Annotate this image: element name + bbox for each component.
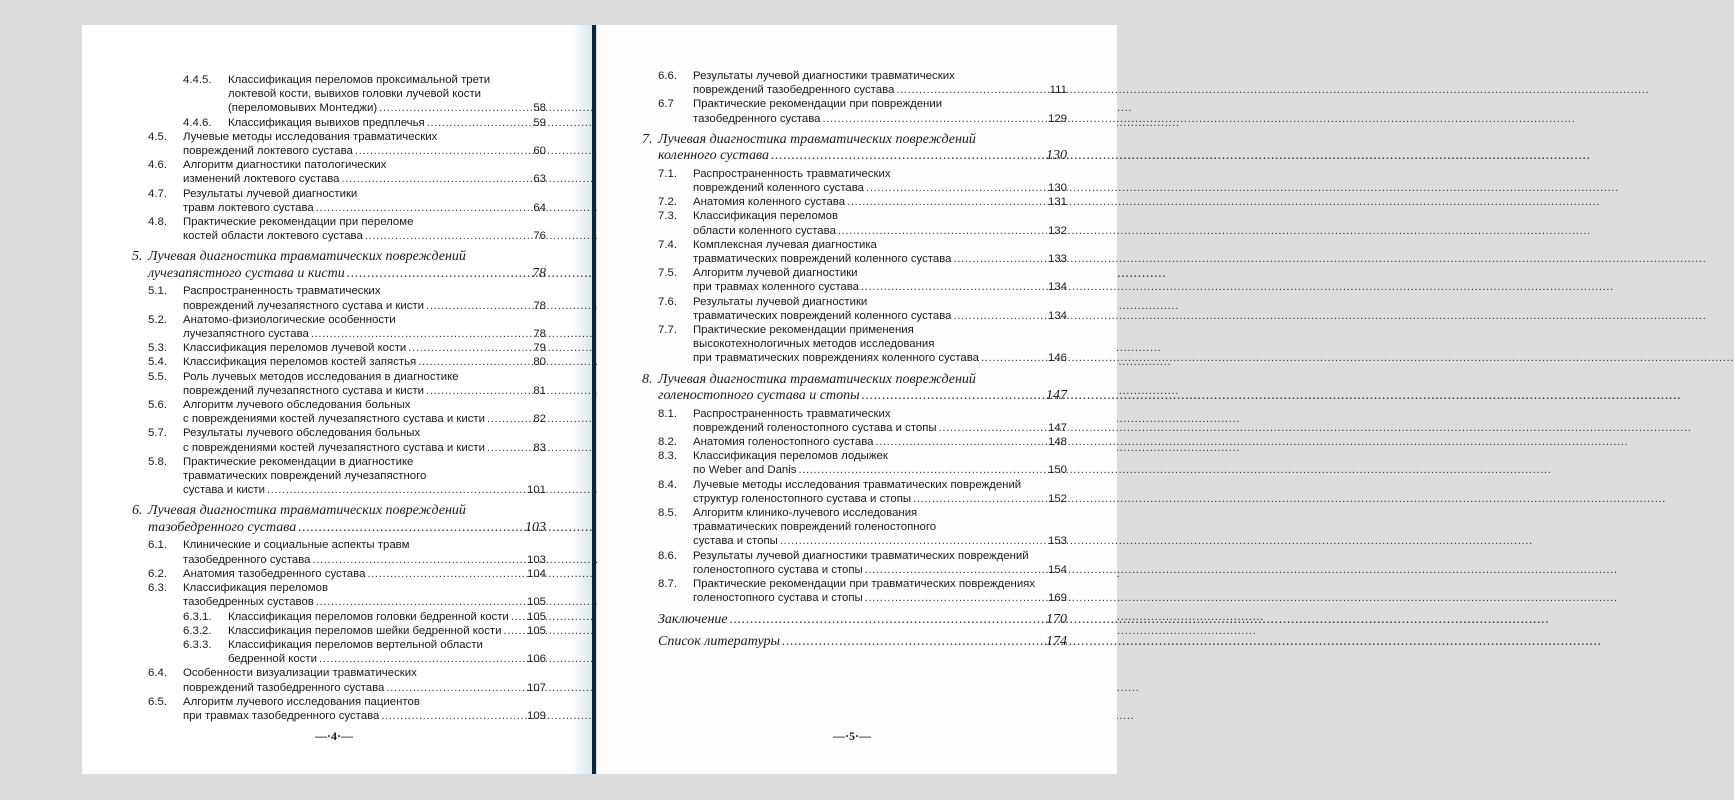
toc-entry-number: 7.7. (658, 324, 677, 337)
toc-entry-title: лучезапястного сустава и кисти (148, 265, 345, 281)
toc-entry-number: 4.7. (148, 187, 167, 200)
toc-page-number: 82 (533, 413, 546, 426)
toc-chapter (132, 249, 546, 282)
dot-leader (367, 567, 525, 581)
toc-entry (642, 478, 1067, 506)
toc-page-number: 79 (533, 342, 546, 355)
dot-leader (913, 492, 1046, 506)
toc-entry-title: Лучевые методы исследования травматических повреждений (693, 478, 1022, 491)
toc-page-number: 146 (1047, 352, 1067, 365)
toc-page-number: 147 (1046, 388, 1067, 404)
toc-entry (132, 567, 546, 581)
toc-page-number: 59 (533, 116, 546, 129)
toc-page-number: 106 (526, 653, 546, 666)
toc-page-number: 130 (1046, 148, 1067, 164)
dot-leader (896, 83, 1047, 97)
toc-entry-title: Классификация переломов (183, 582, 329, 595)
dot-leader (771, 148, 1044, 165)
toc-entry-title: Лучевая диагностика травматических повреждений (658, 131, 976, 147)
toc-entry-title: Алгоритм лучевого исследования пациентов (183, 695, 420, 708)
toc-entry-title: Особенности визуализации травматических (183, 667, 417, 680)
toc-entry (132, 215, 546, 243)
toc-entry-title: области коленного сустава (693, 224, 836, 237)
left-page (82, 25, 592, 774)
toc-entry-title: сустава и стопы (693, 535, 778, 548)
page-number-left: —·4·— (315, 729, 354, 743)
toc-entry-number: 7.6. (658, 295, 677, 308)
toc-entry (642, 295, 1067, 323)
dot-leader (312, 553, 525, 567)
toc-entry-number: 8.2. (658, 436, 677, 449)
toc-page-number: 154 (1047, 563, 1067, 576)
toc-chapter (642, 372, 1067, 405)
dot-leader (316, 595, 525, 609)
toc-entry-title: Анатомия коленного сустава (693, 196, 846, 209)
toc-entry-title: Список литературы (658, 634, 780, 649)
toc-entry-number: 4.6. (148, 159, 167, 172)
dot-leader (847, 195, 1046, 209)
toc-page-number: 147 (1047, 421, 1067, 434)
book-spine (592, 25, 596, 774)
toc-page-number: 131 (1047, 196, 1067, 209)
toc-entry (132, 187, 546, 215)
dot-leader (426, 299, 531, 313)
toc-entry-number: 6.3.1. (183, 610, 212, 623)
toc-entry-number: 8.5. (658, 507, 677, 520)
toc-entry (132, 355, 546, 369)
toc-entry-title: повреждений коленного сустава (693, 182, 865, 195)
toc-entry-number: 5.6. (148, 399, 167, 412)
toc-entry-number: 6.3.3. (183, 638, 212, 651)
toc-entry-title: Заключение (658, 611, 728, 627)
toc-entry-number: 8. (642, 371, 653, 387)
dot-leader (319, 652, 525, 666)
toc-entry (132, 581, 546, 609)
toc-entry-title: Классификация переломов проксимальной трети (228, 74, 491, 86)
toc-chapter (642, 612, 1067, 629)
toc-page-number: 78 (532, 265, 546, 281)
toc-page-number: 134 (1047, 309, 1067, 322)
dot-leader (316, 201, 532, 215)
toc-entry-title: голеностопного сустава и стопы (693, 563, 863, 576)
toc-entry-number: 8.3. (658, 450, 677, 463)
dot-leader (780, 534, 1046, 548)
toc-entry-title: Распространенность травматических (183, 285, 381, 298)
toc-entry-number: 4.8. (148, 216, 167, 229)
toc-entry-number: 6. (132, 503, 143, 519)
toc-entry-number: 8.4. (658, 478, 677, 491)
dot-leader (365, 229, 532, 243)
toc-entry (642, 69, 1067, 97)
toc-entry-title: коленного сустава (658, 148, 769, 164)
toc-entry-title: Классификация переломов головки бедренной кости (228, 610, 509, 623)
toc-entry-number: 5.5. (148, 370, 167, 383)
toc-entry-number: 6.5. (148, 695, 167, 708)
dot-leader (311, 327, 531, 341)
toc-page-number: 109 (526, 709, 546, 722)
dot-leader (418, 355, 531, 369)
toc-entry-title: травм локтевого сустава (183, 201, 314, 214)
toc-page-number: 134 (1047, 281, 1067, 294)
right-page (597, 25, 1117, 774)
toc-entry-title: Лучевая диагностика травматических повреждений (148, 503, 466, 519)
toc-entry-title: Результаты лучевой диагностики травматических (693, 70, 955, 82)
toc-list-left (132, 73, 546, 723)
toc-entry-title: Классификация переломов шейки бедренной кости (228, 624, 502, 637)
toc-entry-title: с повреждениями костей лучезапястного сустава и кисти (183, 441, 485, 454)
toc-entry-title: Лучевые методы исследования травматических (183, 130, 438, 143)
toc-entry-title: Анатомия тазобедренного сустава (183, 567, 366, 580)
toc-entry-title: травматических повреждений лучезапястного (183, 470, 427, 483)
toc-page-number: 58 (533, 102, 546, 115)
toc-entry (132, 130, 546, 158)
toc-entry-number: 5. (132, 249, 143, 265)
toc-entry-number: 6.4. (148, 667, 167, 680)
toc-entry-title: Распространенность травматических (693, 407, 891, 420)
toc-entry (132, 313, 546, 341)
toc-entry-title: Анатомия голеностопного сустава (693, 436, 874, 449)
toc-entry-number: 4.4.5. (183, 74, 212, 86)
toc-entry (642, 449, 1067, 477)
dot-leader (866, 181, 1046, 195)
toc-entry-title: Практические рекомендации при переломе (183, 216, 414, 229)
toc-chapter (132, 503, 546, 536)
dot-leader (981, 351, 1046, 365)
dot-leader (381, 709, 525, 723)
toc-page-number: 133 (1047, 253, 1067, 266)
toc-page-number: 153 (1047, 535, 1067, 548)
toc-entry-title: при травмах коленного сустава (693, 281, 860, 294)
toc-entry-title: Комплексная лучевая диагностика (693, 238, 877, 251)
toc-entry (132, 284, 546, 312)
dot-leader (427, 116, 532, 130)
toc-entry-title: травматических повреждений коленного сустава (693, 253, 952, 266)
toc-entry (642, 323, 1067, 366)
toc-entry-title: повреждений локтевого сустава (183, 145, 353, 158)
toc-entry-title: Клинические и социальные аспекты травм (183, 539, 410, 552)
toc-entry-number: 7.2. (658, 196, 677, 209)
toc-entry-number: 6.7 (658, 98, 674, 111)
toc-entry-title: Практические рекомендации при травматических повреждениях (693, 578, 1036, 591)
toc-entry-number: 6.6. (658, 70, 677, 82)
toc-entry (642, 209, 1067, 237)
toc-entry-title: при травмах тазобедренного сустава (183, 709, 380, 722)
toc-entry-title: тазобедренных суставов (183, 596, 314, 609)
toc-entry (132, 426, 546, 454)
toc-entry (642, 435, 1067, 449)
toc-page-number: 80 (533, 356, 546, 369)
toc-entry-number: 5.2. (148, 313, 167, 326)
toc-chapter (642, 132, 1067, 165)
toc-entry (132, 624, 546, 638)
toc-entry-title: при травматических повреждениях коленного сустава (693, 352, 980, 365)
toc-entry (132, 116, 546, 130)
toc-page-number: 104 (526, 567, 546, 580)
toc-entry-title: Лучевая диагностика травматических повреждений (658, 371, 976, 387)
toc-page-number: 174 (1046, 634, 1067, 649)
dot-leader (782, 634, 1044, 651)
toc-page-number: 81 (533, 384, 546, 397)
dot-leader (865, 591, 1046, 605)
toc-page-number: 169 (1047, 592, 1067, 605)
toc-entry (132, 455, 546, 498)
toc-page-number: 148 (1047, 436, 1067, 449)
toc-entry-title: Результаты лучевого обследования больных (183, 427, 421, 440)
toc-entry-title: Классификация переломов лодыжек (693, 450, 888, 463)
toc-entry (132, 666, 546, 694)
toc-entry-number: 7. (642, 131, 653, 147)
toc-entry (642, 97, 1067, 125)
toc-entry-title: костей области локтевого сустава (183, 230, 363, 243)
toc-entry-title: сустава и кисти (183, 484, 265, 497)
toc-entry-title: Классификация переломов (693, 210, 839, 223)
toc-entry-title: лучезапястного сустава (183, 328, 309, 341)
toc-entry (642, 195, 1067, 209)
toc-entry-title: Практические рекомендации в диагностике (183, 455, 414, 468)
toc-entry-number: 7.4. (658, 238, 677, 251)
toc-page-number: 105 (526, 596, 546, 609)
toc-entry-number: 6.2. (148, 567, 167, 580)
dot-leader (954, 309, 1046, 323)
toc-page-number: 111 (1049, 84, 1067, 97)
dot-leader (342, 172, 532, 186)
toc-entry-number: 5.7. (148, 427, 167, 440)
dot-leader (487, 412, 531, 426)
toc-entry-title: Алгоритм лучевого обследования больных (183, 399, 411, 412)
toc-entry-title: Алгоритм лучевой диагностики (693, 267, 858, 280)
toc-entry (642, 167, 1067, 195)
toc-page-number: 78 (533, 299, 546, 312)
toc-entry-number: 6.1. (148, 539, 167, 552)
toc-entry-number: 8.1. (658, 407, 677, 420)
toc-entry-number: 6.3. (148, 582, 167, 595)
toc-entry (132, 695, 546, 723)
toc-entry-number: 4.4.6. (183, 116, 212, 129)
dot-leader (862, 388, 1044, 405)
dot-leader (875, 435, 1046, 449)
toc-entry-title: Алгоритм диагностики патологических (183, 159, 387, 172)
toc-entry-number: 5.4. (148, 356, 167, 369)
toc-entry-number: 7.3. (658, 210, 677, 223)
dot-leader (267, 483, 525, 497)
toc-page-number: 105 (526, 610, 546, 623)
toc-entry-title: повреждений лучезапястного сустава и кисти (183, 384, 425, 397)
toc-entry (132, 538, 546, 566)
toc-page-number: 152 (1047, 492, 1067, 505)
toc-entry-title: травматических повреждений коленного сустава (693, 309, 952, 322)
toc-entry-title: высокотехнологичных методов исследования (693, 338, 935, 351)
toc-entry-number: 5.1. (148, 285, 167, 298)
toc-entry (132, 638, 546, 666)
toc-entry-title: (переломовывих Монтеджи) (228, 102, 378, 115)
toc-entry-title: повреждений тазобедренного сустава (693, 84, 895, 97)
toc-entry (642, 238, 1067, 266)
toc-entry-title: повреждений голеностопного сустава и стопы (693, 421, 937, 434)
toc-entry (642, 577, 1067, 605)
toc-entry-title: Практические рекомендации при повреждении (693, 98, 943, 111)
toc-entry-title: Классификация переломов лучевой кости (183, 342, 407, 355)
toc-chapter (642, 634, 1067, 651)
dot-leader (426, 384, 531, 398)
toc-entry-number: 5.3. (148, 342, 167, 355)
toc-entry-title: Классификация переломов вертельной области (228, 638, 483, 651)
toc-entry-number: 6.3.2. (183, 624, 212, 637)
toc-entry (642, 549, 1067, 577)
toc-entry-title: Роль лучевых методов исследования в диагностике (183, 370, 459, 383)
dot-leader (347, 266, 530, 283)
toc-entry-title: Результаты лучевой диагностики (183, 187, 358, 200)
dot-leader (379, 101, 531, 115)
toc-entry-title: повреждений тазобедренного сустава (183, 681, 385, 694)
toc-entry-number: 5.8. (148, 455, 167, 468)
toc-entry-title: повреждений лучезапястного сустава и кисти (183, 299, 425, 312)
toc-entry-title: Анатомо-физиологические особенности (183, 313, 396, 326)
toc-page-number: 129 (1047, 112, 1067, 125)
toc-entry-title: изменений локтевого сустава (183, 173, 340, 186)
toc-entry-number: 7.5. (658, 267, 677, 280)
dot-leader (487, 441, 531, 455)
dot-leader (386, 681, 525, 695)
toc-entry-title: Классификация переломов костей запястья (183, 356, 417, 369)
dot-leader (865, 563, 1046, 577)
toc-entry (132, 610, 546, 624)
toc-entry-number: 8.6. (658, 549, 677, 562)
dot-leader (838, 224, 1046, 238)
dot-leader (954, 252, 1046, 266)
dot-leader (939, 421, 1046, 435)
toc-entry-number: 7.1. (658, 167, 677, 180)
toc-entry-title: Практические рекомендации применения (693, 324, 914, 337)
toc-entry-title: Результаты лучевой диагностики травматических повреждений (693, 549, 1029, 562)
toc-entry-title: бедренной кости (228, 653, 317, 666)
toc-entry-number: 8.7. (658, 578, 677, 591)
toc-entry-title: структур голеностопного сустава и стопы (693, 492, 912, 505)
toc-page-number: 60 (533, 145, 546, 158)
toc-entry (642, 506, 1067, 549)
toc-entry-number: 4.5. (148, 130, 167, 143)
toc-entry-title: Распространенность травматических (693, 167, 891, 180)
toc-page-number: 64 (533, 201, 546, 214)
toc-page-number: 78 (533, 328, 546, 341)
toc-entry-title: тазобедренного сустава (693, 112, 821, 125)
toc-entry-title: голеностопного сустава и стопы (693, 592, 863, 605)
toc-entry-title: голеностопного сустава и стопы (658, 388, 860, 404)
dot-leader (408, 341, 531, 355)
toc-page-number: 132 (1047, 224, 1067, 237)
toc-entry-title: по Weber and Danis (693, 464, 797, 477)
toc-page-number: 107 (526, 681, 546, 694)
toc-list-right (642, 69, 1067, 653)
toc-page-number: 103 (526, 553, 546, 566)
toc-page-number: 76 (533, 230, 546, 243)
toc-entry (642, 407, 1067, 435)
toc-entry-title: тазобедренного сустава (148, 519, 297, 535)
toc-entry-title: Результаты лучевой диагностики (693, 295, 868, 308)
toc-page-number: 105 (526, 624, 546, 637)
toc-entry-title: тазобедренного сустава (183, 553, 311, 566)
toc-entry (132, 370, 546, 398)
dot-leader (798, 463, 1046, 477)
toc-entry (132, 158, 546, 186)
dot-leader (298, 520, 523, 537)
toc-page-number: 130 (1047, 182, 1067, 195)
dot-leader (355, 144, 532, 158)
toc-entry-title: Лучевая диагностика травматических повреждений (148, 249, 466, 265)
toc-entry-title: травматических повреждений голеностопного (693, 521, 937, 534)
page-number-right: —·5·— (833, 729, 872, 743)
dot-leader (730, 612, 1044, 629)
toc-page-number: 83 (533, 441, 546, 454)
toc-entry-title: Алгоритм клинико-лучевого исследования (693, 507, 918, 520)
dot-leader (822, 112, 1046, 126)
toc-entry (132, 73, 546, 116)
toc-entry (132, 341, 546, 355)
dot-leader (504, 624, 525, 638)
toc-page-number: 101 (526, 484, 546, 497)
dot-leader (861, 280, 1046, 294)
toc-page-number: 150 (1047, 464, 1067, 477)
toc-entry-title: с повреждениями костей лучезапястного сустава и кисти (183, 413, 485, 426)
toc-page-number: 63 (533, 173, 546, 186)
toc-entry-title: Классификация вывихов предплечья (228, 116, 425, 129)
toc-page-number: 170 (1046, 611, 1067, 627)
toc-entry (642, 266, 1067, 294)
toc-entry (132, 398, 546, 426)
dot-leader (511, 610, 525, 624)
toc-entry-title: локтевой кости, вывихов головки лучевой кости (228, 88, 482, 101)
toc-page-number: 103 (525, 519, 546, 535)
